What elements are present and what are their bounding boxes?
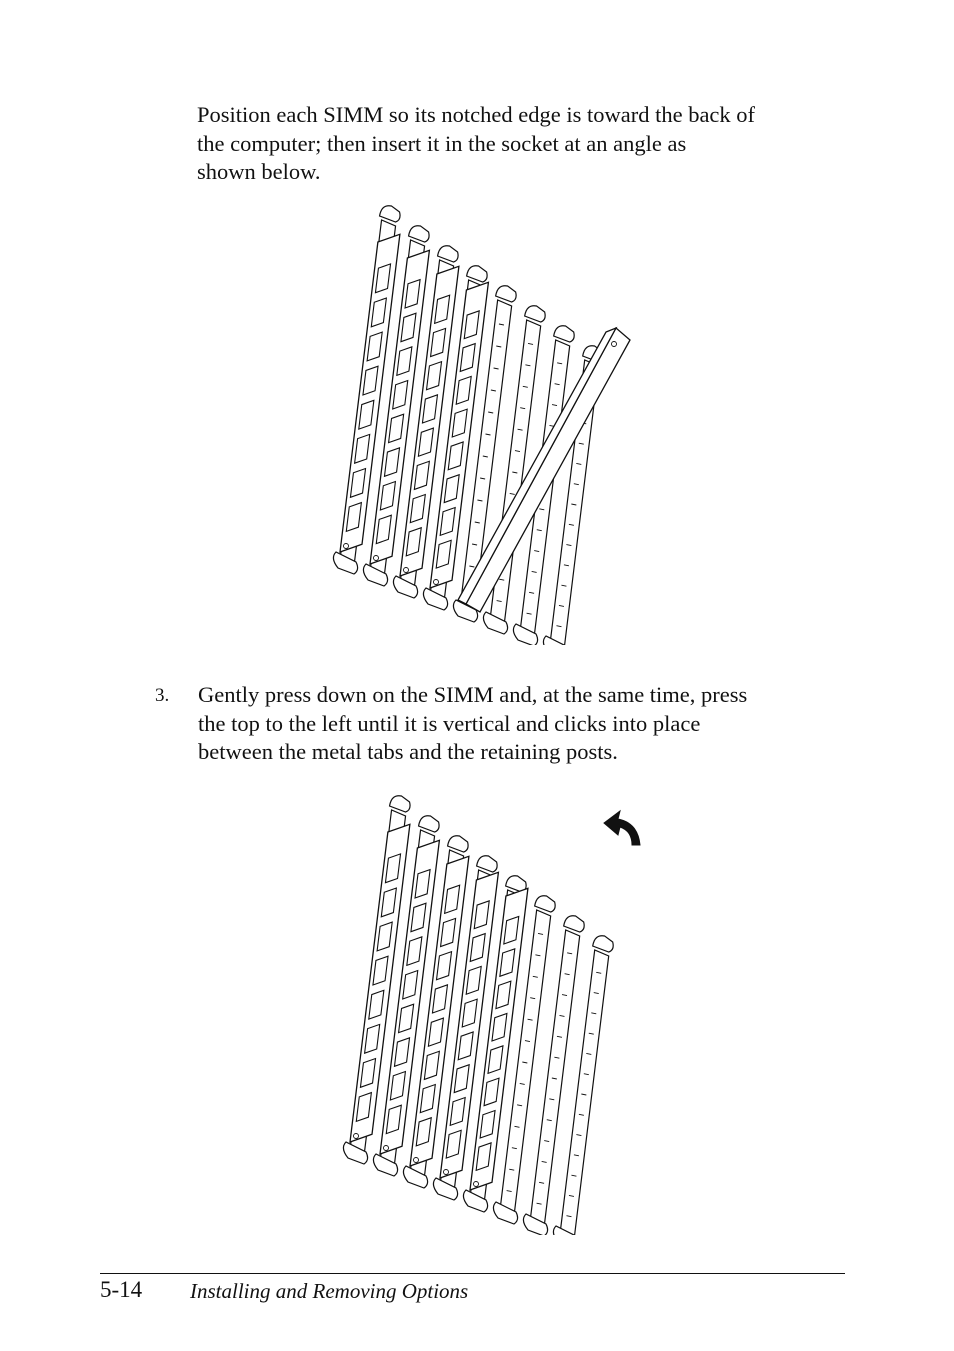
step-3-line-3: between the metal tabs and the retaining posts.: [198, 739, 618, 764]
simm-angled-figure: [320, 205, 720, 645]
page-number: 5-14: [100, 1277, 143, 1302]
socket-end-clip: [554, 326, 575, 342]
curved-arrow-icon: [604, 811, 640, 845]
intro-line-1: Position each SIMM so its notched edge is toward the back of: [197, 102, 756, 127]
step-3-paragraph: [198, 681, 858, 767]
socket-end-clip: [564, 916, 585, 932]
socket-end-clip: [525, 306, 546, 322]
socket-end-clip: [438, 246, 459, 262]
step-3-line-2: the top to the left until it is vertical and clicks into place: [198, 710, 701, 736]
socket-end-clip: [535, 896, 556, 912]
intro-paragraph: [197, 101, 857, 187]
socket-end-clip: [448, 836, 469, 852]
footer-rule: [100, 1273, 845, 1274]
socket-end-clip: [467, 266, 488, 282]
socket-end-clip: [409, 226, 430, 242]
step-3-number: 3.: [155, 685, 170, 706]
intro-line-2: the computer; then insert it in the socket at an angle as: [197, 130, 687, 156]
simm-vertical-figure: [330, 795, 730, 1235]
step-3-line-1: Gently press down on the SIMM and, at the same time, press: [198, 682, 748, 707]
intro-line-3: shown below.: [197, 159, 321, 184]
footer-section-title: Installing and Removing Options: [190, 1279, 469, 1303]
socket-end-clip: [477, 856, 498, 872]
socket-end-clip: [593, 936, 614, 952]
socket-end-clip: [390, 796, 411, 812]
socket-end-clip: [496, 286, 516, 302]
socket-end-clip: [419, 816, 440, 832]
socket-end-clip: [380, 206, 401, 222]
